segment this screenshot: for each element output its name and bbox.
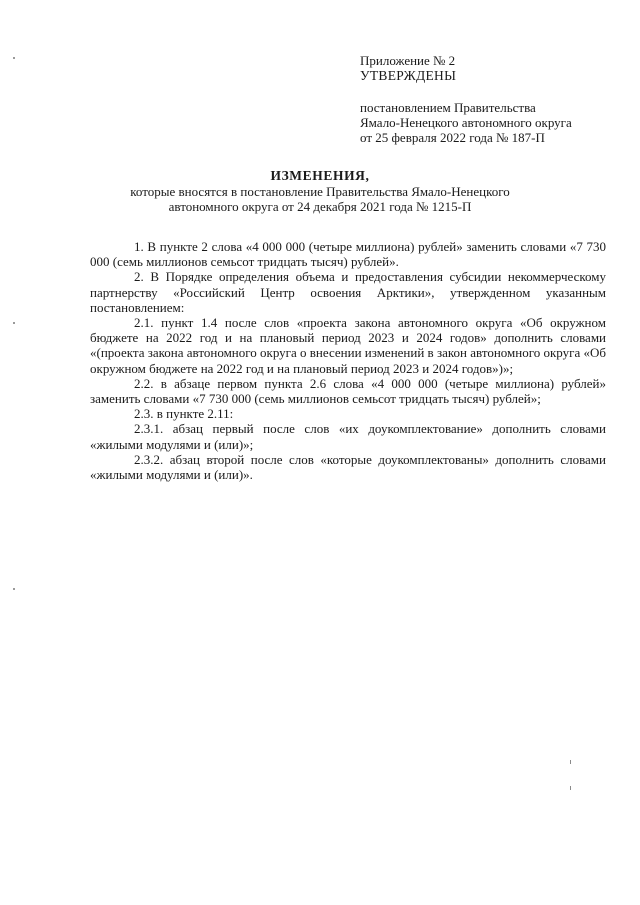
appendix-gap bbox=[360, 83, 620, 100]
approved-by-line-1: постановлением Правительства bbox=[360, 100, 536, 115]
document-subtitle-line-2: автономного округа от 24 декабря 2021 года № 1215-П bbox=[168, 199, 472, 214]
scan-speck bbox=[13, 588, 15, 590]
appendix-number: Приложение № 2 bbox=[360, 53, 456, 68]
paragraph-2-3-1: 2.3.1. абзац первый после слов «их доукомплектование» дополнить словами «жилыми модулями и (или)»; bbox=[90, 421, 606, 452]
approved-by-line-3: от 25 февраля 2022 года № 187-П bbox=[360, 130, 545, 145]
document-title: ИЗМЕНЕНИЯ, bbox=[270, 168, 370, 183]
paragraph-2: 2. В Порядке определения объема и предоставления субсидии некоммерческому партнерству «Российский Центр освоения Арктики», утвержденном указанным постановлением: bbox=[90, 269, 606, 315]
paragraph-2-1: 2.1. пункт 1.4 после слов «проекта закона автономного округа «Об окружном бюджете на 2022 год и на плановый период 2023 и 2024 годов» дополнить словами «(проекта закона автономного округа о внесении изменений в закон автономного округа «Об окружном бюджете на 2022 год и на плановый период 2023 и 2024 годов»)»; bbox=[90, 315, 606, 376]
document-body bbox=[90, 239, 606, 482]
scan-speck bbox=[13, 57, 15, 59]
approved-by-line-2: Ямало-Ненецкого автономного округа bbox=[360, 115, 572, 130]
scan-speck bbox=[570, 786, 571, 790]
paragraph-1: 1. В пункте 2 слова «4 000 000 (четыре миллиона) рублей» заменить словами «7 730 000 (семь миллионов семьсот тридцать тысяч) рублей». bbox=[90, 239, 606, 270]
paragraph-2-3: 2.3. в пункте 2.11: bbox=[134, 406, 234, 422]
document-subtitle-line-1: которые вносятся в постановление Правительства Ямало-Ненецкого bbox=[130, 184, 510, 199]
appendix-block bbox=[360, 53, 620, 145]
approved-label: УТВЕРЖДЕНЫ bbox=[360, 68, 457, 83]
paragraph-2-2: 2.2. в абзаце первом пункта 2.6 слова «4 000 000 (четыре миллиона) рублей» заменить словами «7 730 000 (семь миллионов семьсот тридцать тысяч) рублей»; bbox=[90, 375, 606, 407]
document-heading bbox=[100, 167, 540, 214]
paragraph-2-3-2: 2.3.2. абзац второй после слов «которые доукомплектованы» дополнить словами «жилыми модулями и (или)». bbox=[90, 451, 606, 483]
scan-speck bbox=[13, 322, 15, 324]
scan-speck bbox=[570, 760, 571, 764]
